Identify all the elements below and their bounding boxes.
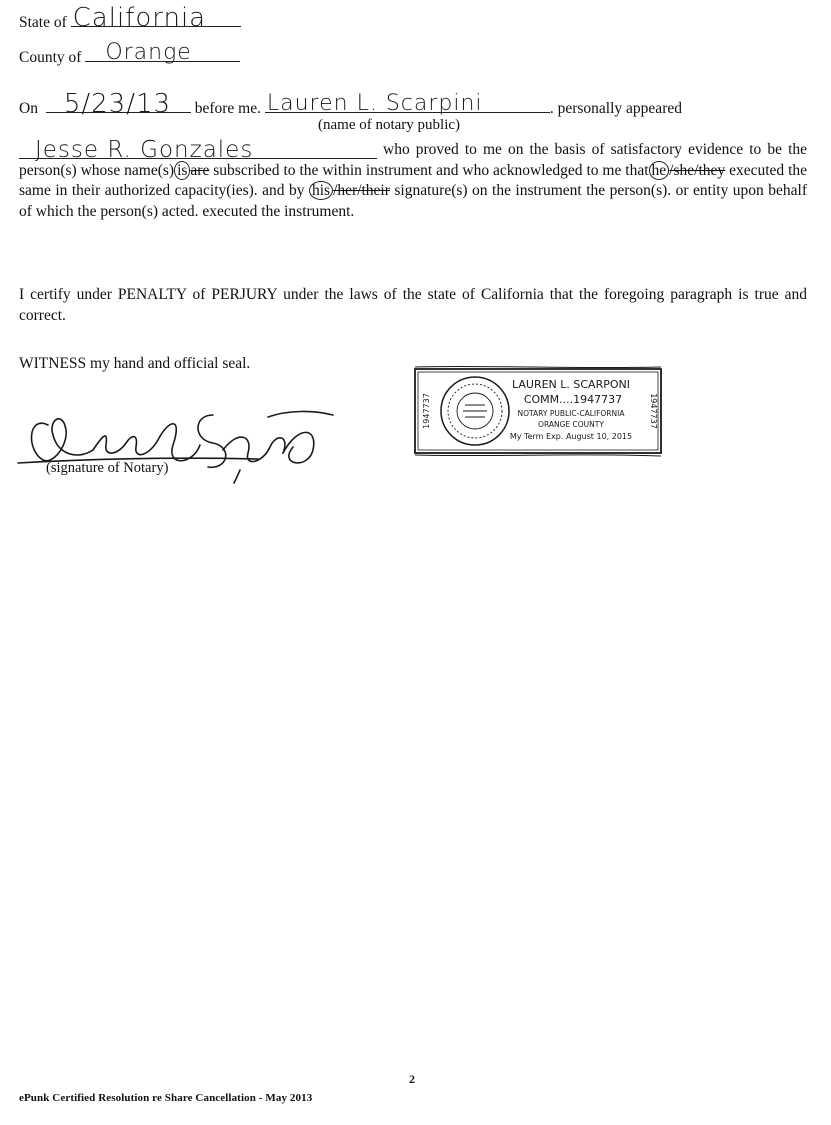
seal-line4: ORANGE COUNTY (538, 420, 604, 429)
footer-text: ePunk Certified Resolution re Share Cancellation - May 2013 (19, 1092, 313, 1104)
personally-appeared-label: . personally appeared (549, 100, 682, 117)
seal-name: LAUREN L. SCARPONI (512, 378, 630, 391)
paragraph-text-a: who proved to me on the basis of satisfactory evidence to be the person(s) whose name(s) (19, 141, 807, 179)
appearance-line (19, 90, 682, 119)
signature-caption: (signature of Notary) (46, 460, 169, 476)
witness-line: WITNESS my hand and official seal. (19, 355, 251, 372)
certification-paragraph: I certify under PENALTY of PERJURY under the laws of the state of California that the foregoing paragraph is true and correct. (19, 286, 807, 324)
signer-handwriting: Jesse R. Gonzales (35, 137, 254, 163)
date-handwriting: 5/23/13 (63, 89, 172, 119)
acknowledgment-paragraph (19, 137, 808, 222)
state-label: State of (19, 14, 67, 31)
notary-name-field (265, 90, 550, 116)
county-line (19, 41, 240, 68)
date-field (46, 89, 191, 119)
seal-side-right: 1947737 (649, 393, 658, 429)
circled-is: is (174, 161, 190, 180)
seal-line3: NOTARY PUBLIC-CALIFORNIA (517, 409, 625, 418)
county-field (85, 40, 240, 65)
circled-his: his (309, 181, 333, 200)
seal-line5: My Term Exp. August 10, 2015 (509, 432, 633, 441)
struck-her-their: /her/their (333, 182, 390, 199)
notary-name-caption: (name of notary public) (318, 117, 461, 133)
struck-she-they: /she/they (669, 161, 726, 179)
page-number: 2 (409, 1072, 415, 1086)
circled-he: he (649, 161, 670, 180)
notary-seal-stamp (411, 365, 665, 457)
state-handwriting: California (72, 3, 207, 33)
paragraph-text-d: signature(s) on the instrument the person(s). or entity upon behalf of which the person(s) acted. executed the instrument. (19, 182, 808, 220)
paragraph-text-c: executed the same in their authorized capacity(ies). and by (19, 161, 808, 199)
seal-comm: COMM....1947737 (523, 393, 623, 406)
notary-name-handwriting: Lauren L. Scarpini (266, 91, 483, 116)
state-line (19, 4, 241, 33)
paragraph-text-b: subscribed to the within instrument and who acknowledged to me that (213, 161, 649, 179)
county-handwriting: Orange (105, 40, 192, 65)
county-label: County of (19, 49, 82, 66)
struck-are: are (190, 161, 210, 179)
seal-side-left: 1947737 (422, 393, 431, 429)
state-field (71, 3, 241, 33)
before-me-label: before me. (194, 100, 261, 117)
on-label: On (19, 100, 38, 117)
